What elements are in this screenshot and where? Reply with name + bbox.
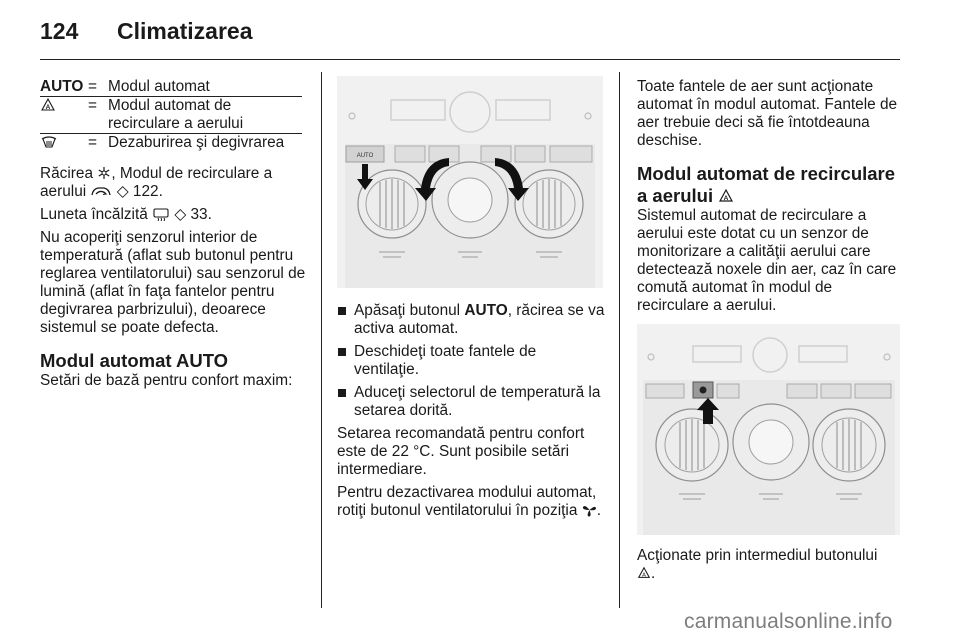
page-number: 124 bbox=[40, 18, 79, 44]
chapter-title: Climatizarea bbox=[117, 18, 253, 44]
recirculation-text: Sistemul automat de recirculare a aerului este dotat cu un senzor de monitorizare a calităţii aerului care detectează noxele din aer, caz în care comută automat în modul de recirculare a aerului. bbox=[637, 207, 897, 314]
recirculation-car-icon bbox=[90, 185, 112, 198]
sensor-note: Nu acoperiţi senzorul interior de temperatură (aflat sub butonul pentru reglarea ventilatorului) sau senzorul de lumină (aflat în faţa fantelor pentru degivrarea parbrizului), deoarece sistemul se poate defecta. bbox=[40, 229, 306, 336]
header-rule bbox=[40, 59, 900, 60]
list-item: Deschideţi toate fantele de ventilaţie. bbox=[337, 343, 605, 379]
list-item: Aduceţi selectorul de temperatură la setarea dorită. bbox=[337, 384, 605, 420]
right-column bbox=[637, 78, 903, 588]
recommended-setting: Setarea recomandată pentru confort este de 22 °C. Sunt posibile setări intermediare. bbox=[337, 425, 585, 478]
heated-rear-window-icon bbox=[152, 207, 170, 221]
windscreen-defrost-icon bbox=[40, 134, 58, 150]
climate-panel-auto-illustration bbox=[337, 76, 603, 288]
fan-icon bbox=[582, 503, 597, 517]
snowflake-icon bbox=[97, 166, 111, 180]
symbol-row: = Dezaburirea şi degivrarea bbox=[40, 134, 302, 156]
column-divider-left bbox=[321, 72, 322, 608]
symbol-table bbox=[40, 78, 302, 155]
left-column bbox=[40, 78, 306, 395]
symbol-row: AUTO = Modul automat bbox=[40, 78, 302, 97]
auto-recirculation-icon bbox=[718, 188, 734, 204]
svg-text:A: A bbox=[642, 572, 646, 579]
watermark: carmanualsonline.info bbox=[684, 610, 893, 633]
svg-text:A: A bbox=[45, 104, 51, 111]
climate-panel-recirculation-illustration bbox=[637, 324, 900, 535]
recirculation-heading: Modul automat de recirculare a aerului A bbox=[637, 163, 896, 206]
symbol-description: Dezaburirea şi degivrarea bbox=[108, 134, 285, 151]
symbol-row: A = Modul automat de recirculare a aerului bbox=[40, 97, 302, 134]
page-reference-icon: ◇ bbox=[174, 206, 187, 223]
symbol-description: Modul automat bbox=[108, 78, 210, 95]
cooling-reference: Răcirea , Modul de recirculare a aerului ◇ 122. bbox=[40, 165, 273, 200]
vents-note: Toate fantele de aer sunt acţionate automat în modul automat. Fantele de aer trebuie deci să fie întotdeauna deschise. bbox=[637, 78, 898, 149]
auto-mode-heading: Modul automat AUTO bbox=[40, 350, 229, 371]
auto-recirculation-icon bbox=[637, 566, 651, 580]
symbol-description: Modul automat de recirculare a aerului bbox=[108, 97, 244, 132]
rear-window-reference: Luneta încălzită ◇ 33. bbox=[40, 206, 212, 223]
middle-column bbox=[337, 76, 605, 525]
symbol-auto: AUTO bbox=[40, 78, 84, 95]
deactivate-note: Pentru dezactivarea modului automat, rotiţi butonul ventilatorului în poziţia . bbox=[337, 484, 601, 519]
instruction-list bbox=[337, 302, 605, 420]
auto-recirculation-icon bbox=[40, 97, 56, 113]
svg-text:A: A bbox=[723, 195, 729, 202]
column-divider-right bbox=[619, 72, 620, 608]
list-item: Apăsaţi butonul AUTO, răcirea se va activa automat. bbox=[337, 302, 605, 338]
auto-mode-intro: Setări de bază pentru confort maxim: bbox=[40, 372, 293, 389]
panel-auto-button-label: AUTO bbox=[356, 153, 374, 159]
activation-note: Acţionate prin intermediul butonului A . bbox=[637, 547, 878, 582]
page-reference-icon: ◇ bbox=[116, 183, 129, 200]
